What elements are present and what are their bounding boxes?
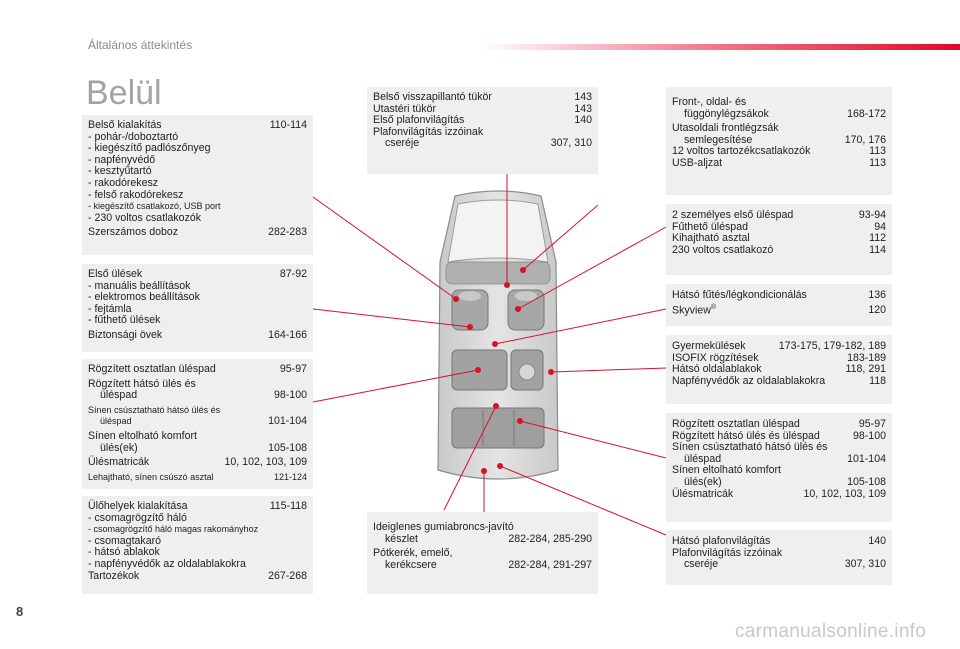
row-pages: 93-94 — [858, 209, 886, 221]
rear-bench-left-box — [82, 359, 313, 489]
row-label: Gyermekülések — [672, 340, 746, 352]
row-pages: 113 — [869, 156, 886, 169]
row-label: Fűthető üléspad — [672, 220, 748, 233]
list-item: - hátsó ablakok — [88, 546, 160, 559]
row-label: Pótkerék, emelő, — [373, 547, 453, 560]
page-title: Belül — [86, 74, 162, 112]
cargo-heading-pages: 115-118 — [269, 500, 307, 512]
list-item: - napfényvédő — [88, 153, 156, 166]
row-pages: 143 — [574, 102, 592, 115]
row-label: Sínen eltolható komfort — [672, 464, 781, 477]
row-label: ISOFIX rögzítések — [672, 351, 759, 364]
row-label: 12 voltos tartozékcsatlakozók — [672, 145, 811, 158]
row-pages: 118, 291 — [845, 363, 886, 376]
row-pages: 113 — [869, 145, 886, 158]
row-pages: 170, 176 — [844, 133, 886, 146]
list-item: - elektromos beállítások — [88, 291, 200, 304]
list-item: - csomagtakaró — [88, 534, 162, 547]
row-label: kerékcsere — [385, 558, 437, 571]
row-pages: 140 — [868, 535, 886, 547]
row-label: ülés(ek) — [684, 475, 722, 488]
row-label: Sínen csúsztatható hátsó ülés és — [672, 441, 828, 454]
row-label: Utastéri tükör — [373, 102, 436, 115]
row-pages: 101-104 — [268, 415, 307, 428]
cargo-footer-pages: 267-268 — [268, 569, 307, 582]
row-label: Ülésmatricák — [88, 456, 150, 469]
spare-wheel-box — [367, 512, 598, 594]
airbags-box — [666, 87, 892, 195]
cargo-heading: Ülőhelyek kialakítása — [88, 500, 188, 512]
list-item: - napfényvédők az oldalablakokra — [88, 557, 246, 570]
row-pages: 282-284, 285-290 — [508, 532, 592, 545]
interior-footer-pages: 282-283 — [268, 226, 307, 239]
row-label: készlet — [385, 532, 418, 545]
section-header: Általános áttekintés — [88, 38, 193, 52]
row-label: üléspad — [100, 416, 132, 427]
row-label: Utasoldali frontlégzsák — [672, 122, 779, 135]
row-pages: 121-124 — [273, 471, 307, 482]
row-label: Belső visszapillantó tükör — [373, 91, 492, 103]
list-item: - felső rakodórekesz — [88, 188, 184, 201]
row-pages: 98-100 — [853, 429, 886, 442]
child-seats-box — [666, 335, 892, 404]
row-label: cseréje — [684, 558, 719, 571]
row-label: Hátsó plafonvilágítás — [672, 535, 771, 547]
row-pages: 101-104 — [847, 452, 886, 465]
front-seats-footer-pages: 164-166 — [268, 328, 307, 341]
row-label: Hátsó oldalablakok — [672, 363, 762, 376]
row-pages: 105-108 — [847, 475, 886, 488]
list-item: - kiegészítő csatlakozó, USB port — [88, 201, 221, 212]
cargo-footer: Tartozékok — [88, 569, 140, 582]
rear-climate-box — [666, 284, 892, 326]
list-item: - manuális beállítások — [88, 279, 191, 292]
row-label: üléspad — [684, 452, 722, 465]
list-item: - csomagrögzítő háló — [88, 511, 187, 524]
row-pages: 282-284, 291-297 — [508, 558, 592, 571]
row-label: Hátsó fűtés/légkondicionálás — [672, 289, 807, 301]
interior-fittings-box — [82, 115, 313, 255]
row-pages: 98-100 — [274, 389, 307, 402]
row-label: Plafonvilágítás izzóinak — [672, 546, 783, 559]
registered-mark: ® — [710, 303, 717, 311]
row-label: cseréje — [385, 137, 420, 150]
row-label: függönylégzsákok — [684, 107, 769, 120]
row-label: Kihajtható asztal — [672, 232, 750, 245]
front-seats-box — [82, 264, 313, 352]
row-label: semlegesítése — [684, 133, 753, 146]
row-pages: 183-189 — [847, 351, 886, 364]
row-pages: 10, 102, 103, 109 — [224, 456, 307, 469]
front-bench-box — [666, 204, 892, 275]
row-label: Lehajtható, sínen csúszó asztal — [88, 471, 214, 482]
row-label: üléspad — [100, 389, 138, 402]
row-label: Rögzített osztatlan üléspad — [672, 418, 800, 430]
list-item: - csomagrögzítő háló magas rakományhoz — [88, 524, 259, 535]
row-label: Front-, oldal- és — [672, 96, 747, 108]
row-pages: 94 — [874, 220, 886, 233]
row-pages: 168-172 — [847, 107, 886, 120]
row-label: Plafonvilágítás izzóinak — [373, 125, 484, 138]
row-pages: 136 — [868, 289, 886, 301]
front-seats-heading-pages: 87-92 — [279, 268, 307, 280]
row-pages: 105-108 — [268, 441, 307, 454]
row-pages: 112 — [869, 232, 886, 245]
mirror-lighting-box — [367, 87, 598, 174]
row-label: 230 voltos csatlakozó — [672, 243, 774, 256]
front-seats-footer: Biztonsági övek — [88, 328, 163, 341]
row-pages: 120 — [868, 304, 886, 317]
interior-heading: Belső kialakítás — [88, 119, 162, 131]
list-item: - 230 voltos csatlakozók — [88, 211, 202, 224]
row-label: 2 személyes első üléspad — [672, 209, 794, 221]
row-pages: 118 — [869, 374, 886, 387]
row-pages: 95-97 — [279, 363, 307, 375]
row-pages: 143 — [574, 91, 592, 103]
row-pages: 114 — [869, 243, 886, 256]
list-item: - kiegészítő padlószőnyeg — [88, 142, 211, 155]
rear-bench-right-box — [666, 413, 892, 522]
row-label: USB-aljzat — [672, 156, 723, 169]
watermark: carmanualsonline.info — [735, 621, 927, 642]
row-label: Rögzített hátsó ülés és — [88, 377, 196, 390]
list-item: - kesztyűtartó — [88, 165, 152, 178]
row-label: Ideiglenes gumiabroncs-javító — [373, 521, 514, 533]
interior-heading-pages: 110-114 — [269, 119, 307, 131]
row-label: Sínen eltolható komfort — [88, 429, 197, 442]
front-seats-heading: Első ülések — [88, 268, 143, 280]
interior-footer: Szerszámos doboz — [88, 226, 179, 239]
list-item: - pohár-/doboztartó — [88, 130, 179, 143]
row-label: Ülésmatricák — [672, 487, 734, 500]
row-pages: 140 — [574, 114, 592, 127]
row-pages: 173-175, 179-182, 189 — [778, 340, 886, 352]
cargo-layout-box — [82, 496, 313, 594]
row-label: ülés(ek) — [100, 441, 138, 454]
rear-lighting-box — [666, 530, 892, 585]
row-label: Rögzített hátsó ülés és üléspad — [672, 429, 820, 442]
row-pages: 307, 310 — [844, 558, 886, 571]
row-pages: 307, 310 — [550, 137, 592, 150]
list-item: - fűthető ülések — [88, 314, 161, 327]
list-item: - fejtámla — [88, 302, 132, 315]
row-label: Skyview — [672, 304, 711, 317]
row-label: Sínen csúsztatható hátsó ülés és — [88, 404, 221, 415]
row-pages: 10, 102, 103, 109 — [803, 487, 886, 500]
row-pages: 95-97 — [858, 418, 886, 430]
row-label: Első plafonvilágítás — [373, 114, 465, 127]
list-item: - rakodórekesz — [88, 176, 159, 189]
row-label: Rögzített osztatlan üléspad — [88, 363, 216, 375]
row-label: Napfényvédők az oldalablakokra — [672, 374, 826, 387]
page-number: 8 — [16, 604, 24, 619]
